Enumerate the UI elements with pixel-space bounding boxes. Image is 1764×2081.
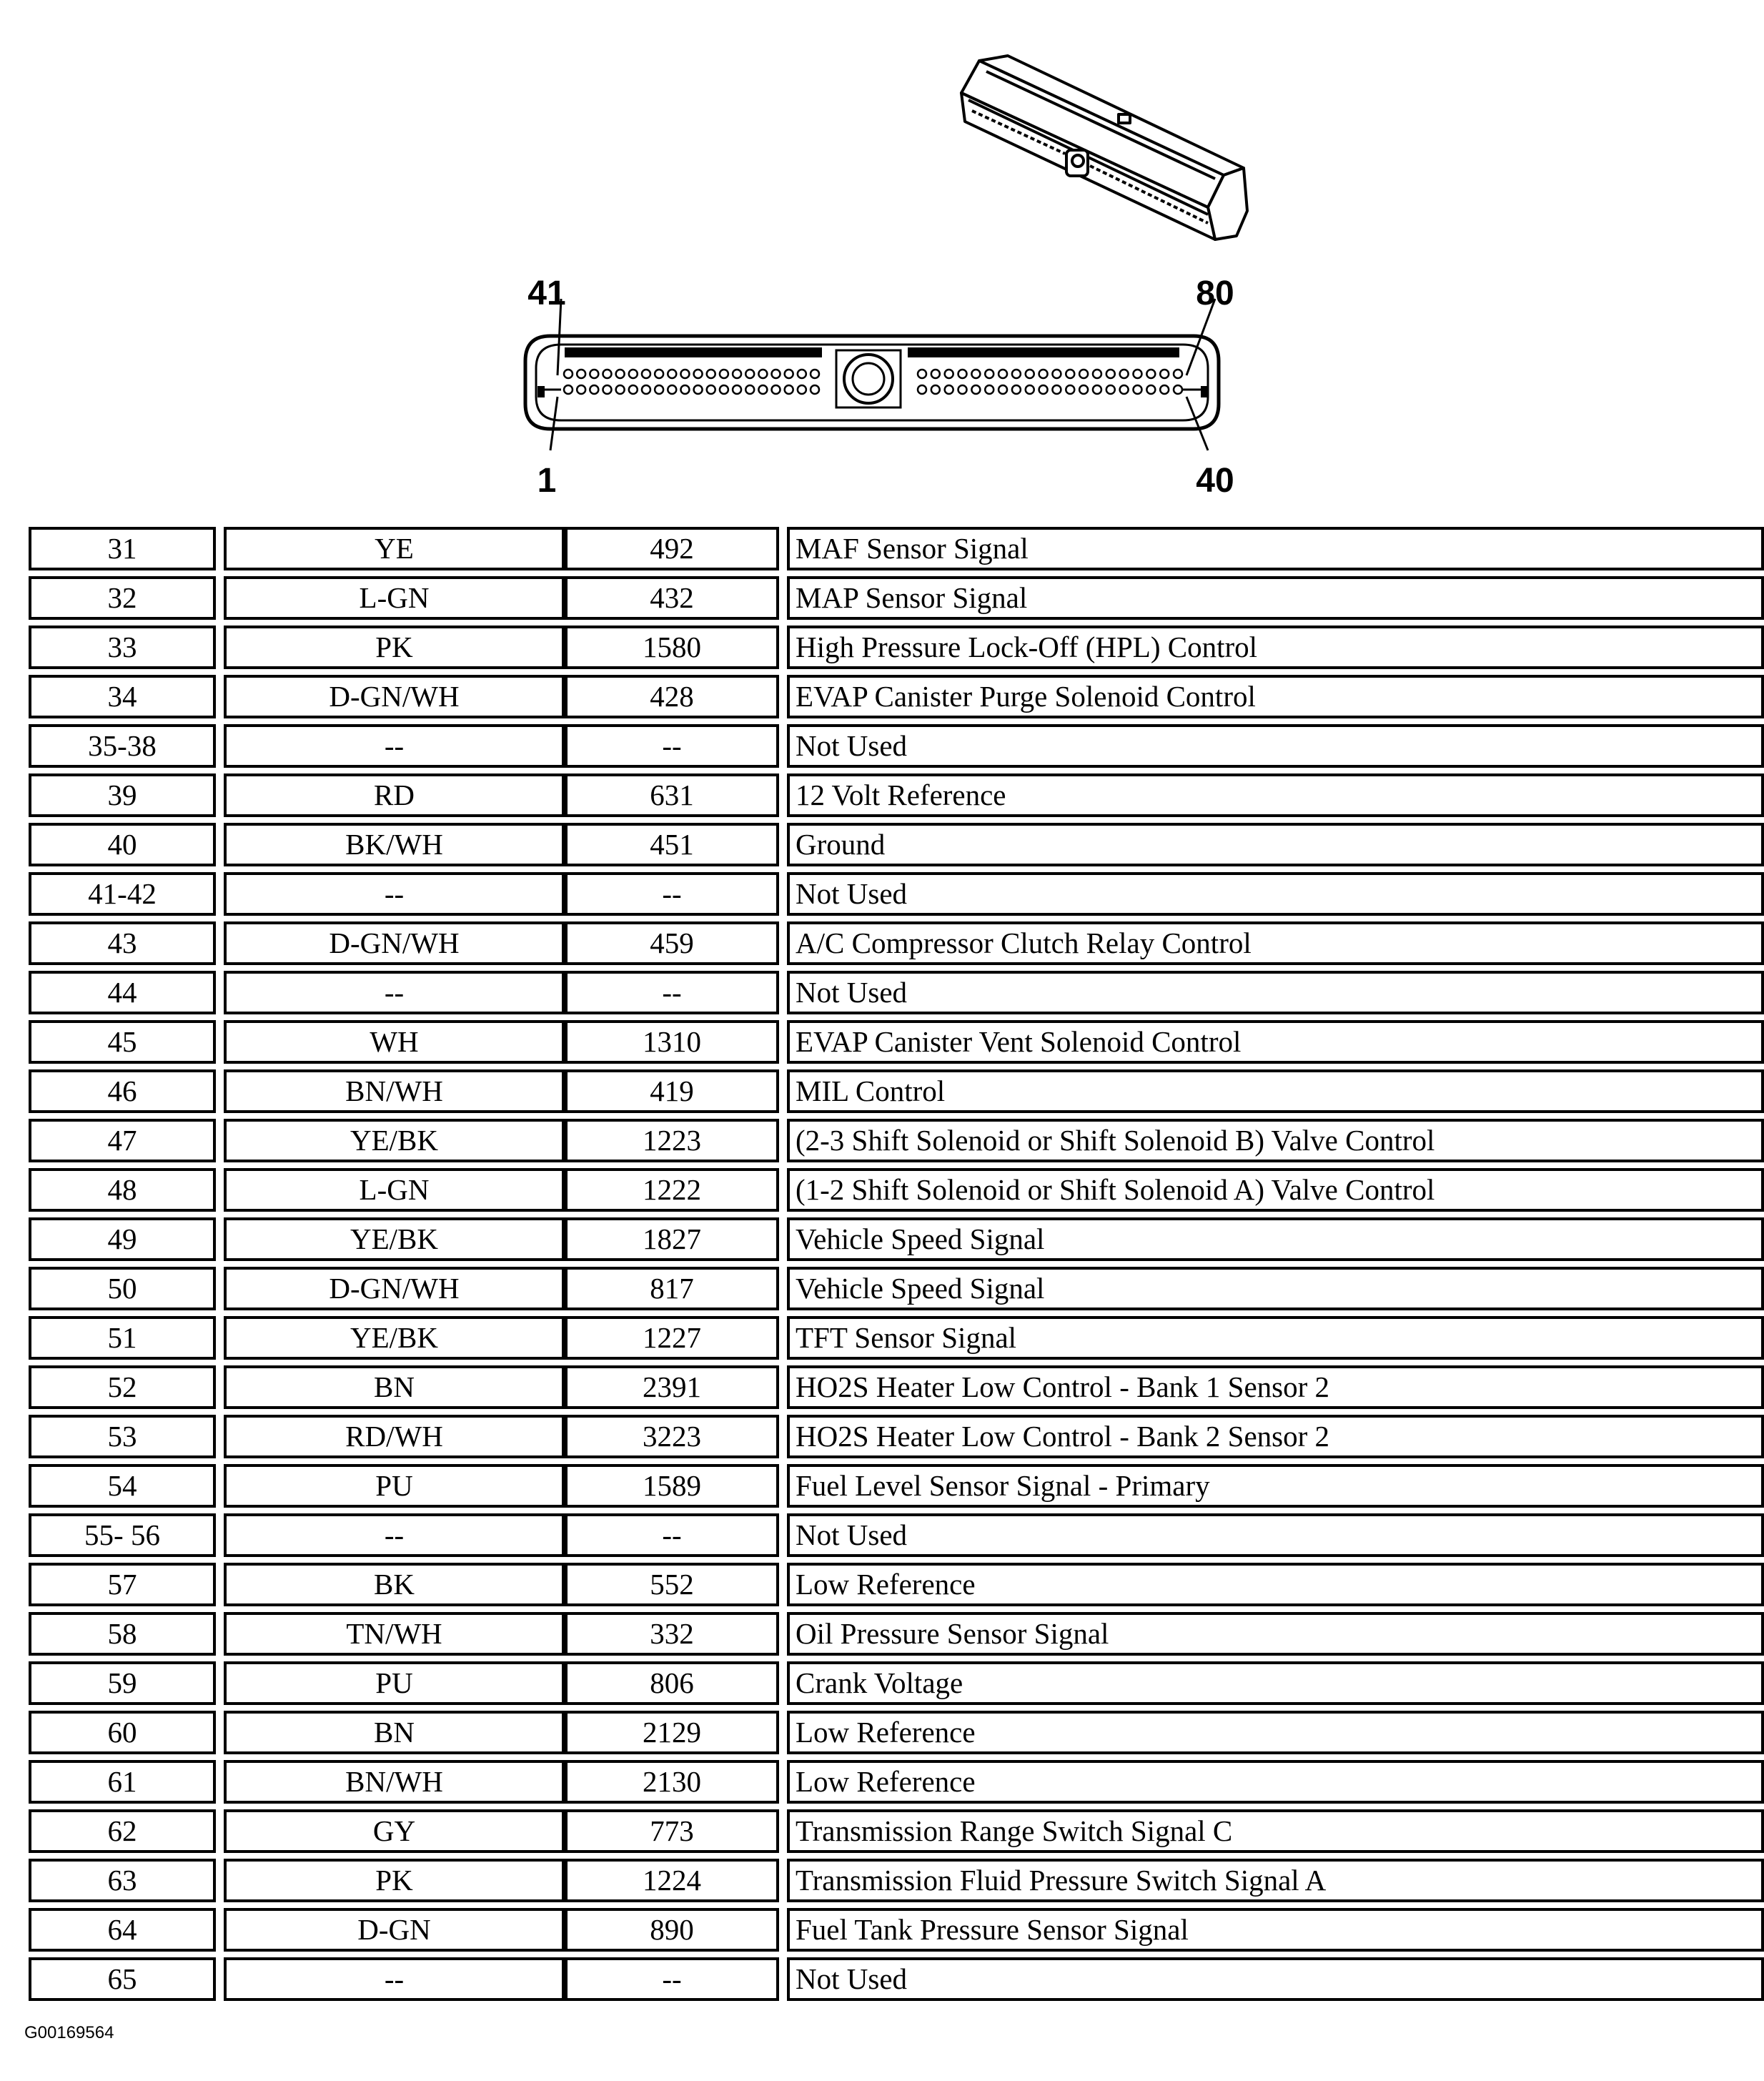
pin-hole [603, 385, 611, 394]
pin-hole [694, 370, 703, 378]
pin-hole [745, 370, 754, 378]
circuit-number-cell: -- [565, 724, 779, 768]
circuit-number-cell: 332 [565, 1612, 779, 1656]
pin-hole [985, 370, 994, 378]
circuit-number-cell: 2130 [565, 1760, 779, 1804]
circuit-number-cell: 1222 [565, 1168, 779, 1212]
pin-cell: 63 [29, 1859, 216, 1902]
circuit-number-cell: -- [565, 872, 779, 916]
pin-hole [798, 370, 806, 378]
pin-cell: 55- 56 [29, 1513, 216, 1557]
function-cell: (2-3 Shift Solenoid or Shift Solenoid B) Valve Control [787, 1119, 1764, 1162]
pin-hole [1133, 370, 1141, 378]
wire-color-cell: L-GN [224, 1168, 565, 1212]
wire-color-cell: GY [224, 1809, 565, 1853]
function-cell: Ground [787, 823, 1764, 866]
pin-cell: 65 [29, 1957, 216, 2001]
wire-color-cell: L-GN [224, 576, 565, 620]
pin-hole [772, 385, 781, 394]
function-cell: Not Used [787, 724, 1764, 768]
function-cell: Not Used [787, 1513, 1764, 1557]
pin-hole [1052, 370, 1061, 378]
pin-hole [1079, 385, 1088, 394]
pin-label-80: 80 [1196, 275, 1234, 312]
pin-hole [1026, 385, 1034, 394]
pin-cell: 54 [29, 1464, 216, 1508]
function-cell: Fuel Level Sensor Signal - Primary [787, 1464, 1764, 1508]
pin-hole [1039, 370, 1048, 378]
function-cell: Vehicle Speed Signal [787, 1267, 1764, 1310]
pin-hole [1026, 370, 1034, 378]
pin-hole [720, 385, 728, 394]
pin-hole [958, 385, 967, 394]
pin-hole [642, 370, 650, 378]
wire-color-cell: -- [224, 1957, 565, 2001]
pin-cell: 50 [29, 1267, 216, 1310]
wire-color-cell: RD [224, 773, 565, 817]
pin-hole [1052, 385, 1061, 394]
pin-hole [694, 385, 703, 394]
wire-color-cell: -- [224, 872, 565, 916]
function-cell: Low Reference [787, 1711, 1764, 1754]
connector-perspective-illustration [961, 56, 1247, 239]
wire-color-cell: RD/WH [224, 1415, 565, 1458]
pin-hole [629, 385, 638, 394]
circuit-number-cell: 806 [565, 1661, 779, 1705]
pin-hole [1133, 385, 1141, 394]
pin-hole [603, 370, 611, 378]
pin-cell: 33 [29, 626, 216, 669]
pin-hole [629, 370, 638, 378]
pin-hole [945, 370, 953, 378]
wire-color-cell: BN [224, 1365, 565, 1409]
pin-cell: 60 [29, 1711, 216, 1754]
wire-color-cell: D-GN/WH [224, 921, 565, 965]
pin-cell: 62 [29, 1809, 216, 1853]
pin-hole [616, 370, 625, 378]
pin-hole [999, 385, 1007, 394]
wire-color-cell: YE [224, 527, 565, 570]
function-cell: MIL Control [787, 1069, 1764, 1113]
pin-cell: 53 [29, 1415, 216, 1458]
pin-label-40: 40 [1196, 462, 1234, 500]
circuit-number-cell: -- [565, 1957, 779, 2001]
pin-cell: 40 [29, 823, 216, 866]
pin-hole [931, 370, 940, 378]
pin-cell: 61 [29, 1760, 216, 1804]
pin-hole [811, 370, 819, 378]
pin-cell: 34 [29, 675, 216, 718]
circuit-number-cell: 1227 [565, 1316, 779, 1360]
circuit-number-cell: 631 [565, 773, 779, 817]
pin-hole [680, 370, 689, 378]
pin-cell: 46 [29, 1069, 216, 1113]
pin-hole [1066, 370, 1074, 378]
pin-hole [707, 385, 715, 394]
circuit-number-cell: 1310 [565, 1020, 779, 1064]
pin-hole [1146, 370, 1155, 378]
pin-hole [577, 385, 585, 394]
pin-cell: 31 [29, 527, 216, 570]
pin-hole [1106, 370, 1115, 378]
pin-hole [707, 370, 715, 378]
pin-hole [971, 370, 980, 378]
pin-hole [616, 385, 625, 394]
pin-hole [1120, 385, 1129, 394]
pin-cell: 39 [29, 773, 216, 817]
wire-color-cell: PK [224, 1859, 565, 1902]
pin-hole [655, 385, 663, 394]
circuit-number-cell: 1589 [565, 1464, 779, 1508]
pin-hole [1174, 385, 1182, 394]
circuit-number-cell: 1223 [565, 1119, 779, 1162]
circuit-number-cell: 890 [565, 1908, 779, 1952]
pin-hole [798, 385, 806, 394]
pin-label-41: 41 [527, 275, 566, 312]
function-cell: (1-2 Shift Solenoid or Shift Solenoid A) Valve Control [787, 1168, 1764, 1212]
wire-color-cell: TN/WH [224, 1612, 565, 1656]
pin-hole [720, 370, 728, 378]
pin-cell: 57 [29, 1563, 216, 1606]
circuit-number-cell: 428 [565, 675, 779, 718]
pin-hole [733, 385, 741, 394]
function-cell: MAP Sensor Signal [787, 576, 1764, 620]
circuit-number-cell: 817 [565, 1267, 779, 1310]
pin-hole [811, 385, 819, 394]
pin-hole [642, 385, 650, 394]
pin-cell: 51 [29, 1316, 216, 1360]
pin-hole [758, 370, 767, 378]
wire-color-cell: YE/BK [224, 1316, 565, 1360]
circuit-number-cell: 492 [565, 527, 779, 570]
pin-hole [1174, 370, 1182, 378]
pin-cell: 59 [29, 1661, 216, 1705]
pin-hole [958, 370, 967, 378]
function-cell: MAF Sensor Signal [787, 527, 1764, 570]
pin-hole [745, 385, 754, 394]
pin-hole [1039, 385, 1048, 394]
pin-cell: 35-38 [29, 724, 216, 768]
function-cell: Transmission Range Switch Signal C [787, 1809, 1764, 1853]
pin-cell: 45 [29, 1020, 216, 1064]
circuit-number-cell: 2391 [565, 1365, 779, 1409]
pin-cell: 58 [29, 1612, 216, 1656]
wire-color-cell: PU [224, 1464, 565, 1508]
wire-color-cell: WH [224, 1020, 565, 1064]
function-cell: Not Used [787, 1957, 1764, 2001]
wire-color-cell: D-GN/WH [224, 675, 565, 718]
connector-diagram [0, 0, 1764, 527]
function-cell: Not Used [787, 971, 1764, 1014]
pin-cell: 41-42 [29, 872, 216, 916]
pin-hole [733, 370, 741, 378]
wire-color-cell: BK [224, 1563, 565, 1606]
pin-hole [668, 370, 676, 378]
pin-hole [918, 370, 926, 378]
pin-cell: 64 [29, 1908, 216, 1952]
circuit-number-cell: 1827 [565, 1217, 779, 1261]
pin-hole [1146, 385, 1155, 394]
pin-hole [1093, 370, 1101, 378]
pin-hole [1079, 370, 1088, 378]
wire-color-cell: YE/BK [224, 1217, 565, 1261]
function-cell: A/C Compressor Clutch Relay Control [787, 921, 1764, 965]
pin-hole [1093, 385, 1101, 394]
pin-hole [1066, 385, 1074, 394]
pin-cell: 49 [29, 1217, 216, 1261]
function-cell: Low Reference [787, 1760, 1764, 1804]
pin-hole [772, 370, 781, 378]
circuit-number-cell: -- [565, 1513, 779, 1557]
pin-hole [1012, 385, 1021, 394]
pin-hole [945, 385, 953, 394]
pin-hole [590, 385, 598, 394]
pin-cell: 52 [29, 1365, 216, 1409]
circuit-number-cell: 419 [565, 1069, 779, 1113]
circuit-number-cell: 432 [565, 576, 779, 620]
circuit-number-cell: 1224 [565, 1859, 779, 1902]
pin-hole [971, 385, 980, 394]
pin-hole [1160, 385, 1169, 394]
function-cell: 12 Volt Reference [787, 773, 1764, 817]
circuit-number-cell: 552 [565, 1563, 779, 1606]
pin-hole [999, 370, 1007, 378]
pin-hole [680, 385, 689, 394]
circuit-number-cell: 3223 [565, 1415, 779, 1458]
wire-color-cell: BK/WH [224, 823, 565, 866]
wire-color-cell: -- [224, 1513, 565, 1557]
figure-id: G00169564 [24, 2023, 114, 2042]
pin-hole [918, 385, 926, 394]
pin-cell: 43 [29, 921, 216, 965]
pin-hole [1106, 385, 1115, 394]
function-cell: Vehicle Speed Signal [787, 1217, 1764, 1261]
function-cell: Oil Pressure Sensor Signal [787, 1612, 1764, 1656]
wire-color-cell: D-GN [224, 1908, 565, 1952]
wire-color-cell: BN/WH [224, 1760, 565, 1804]
pin-cell: 44 [29, 971, 216, 1014]
pin-hole [564, 385, 573, 394]
pin-hole [931, 385, 940, 394]
pin-hole [564, 370, 573, 378]
function-cell: Fuel Tank Pressure Sensor Signal [787, 1908, 1764, 1952]
function-cell: TFT Sensor Signal [787, 1316, 1764, 1360]
wire-color-cell: PK [224, 626, 565, 669]
pin-hole [577, 370, 585, 378]
pin-cell: 48 [29, 1168, 216, 1212]
pin-label-1: 1 [537, 462, 557, 500]
pin-hole [1120, 370, 1129, 378]
function-cell: High Pressure Lock-Off (HPL) Control [787, 626, 1764, 669]
wire-color-cell: D-GN/WH [224, 1267, 565, 1310]
pin-hole [758, 385, 767, 394]
function-cell: HO2S Heater Low Control - Bank 1 Sensor 2 [787, 1365, 1764, 1409]
circuit-number-cell: 1580 [565, 626, 779, 669]
pin-hole [1012, 370, 1021, 378]
function-cell: Low Reference [787, 1563, 1764, 1606]
circuit-number-cell: 773 [565, 1809, 779, 1853]
pin-hole [785, 370, 793, 378]
function-cell: EVAP Canister Vent Solenoid Control [787, 1020, 1764, 1064]
pin-hole [785, 385, 793, 394]
wire-color-cell: BN/WH [224, 1069, 565, 1113]
function-cell: Crank Voltage [787, 1661, 1764, 1705]
circuit-number-cell: 2129 [565, 1711, 779, 1754]
wire-color-cell: PU [224, 1661, 565, 1705]
circuit-number-cell: 451 [565, 823, 779, 866]
wire-color-cell: -- [224, 971, 565, 1014]
wire-color-cell: YE/BK [224, 1119, 565, 1162]
function-cell: Not Used [787, 872, 1764, 916]
circuit-number-cell: -- [565, 971, 779, 1014]
function-cell: EVAP Canister Purge Solenoid Control [787, 675, 1764, 718]
pin-hole [1160, 370, 1169, 378]
function-cell: Transmission Fluid Pressure Switch Signal A [787, 1859, 1764, 1902]
wire-color-cell: BN [224, 1711, 565, 1754]
pin-hole [655, 370, 663, 378]
pin-cell: 32 [29, 576, 216, 620]
pin-cell: 47 [29, 1119, 216, 1162]
pin-hole [668, 385, 676, 394]
pin-hole [985, 385, 994, 394]
function-cell: HO2S Heater Low Control - Bank 2 Sensor 2 [787, 1415, 1764, 1458]
wire-color-cell: -- [224, 724, 565, 768]
pin-hole [590, 370, 598, 378]
circuit-number-cell: 459 [565, 921, 779, 965]
